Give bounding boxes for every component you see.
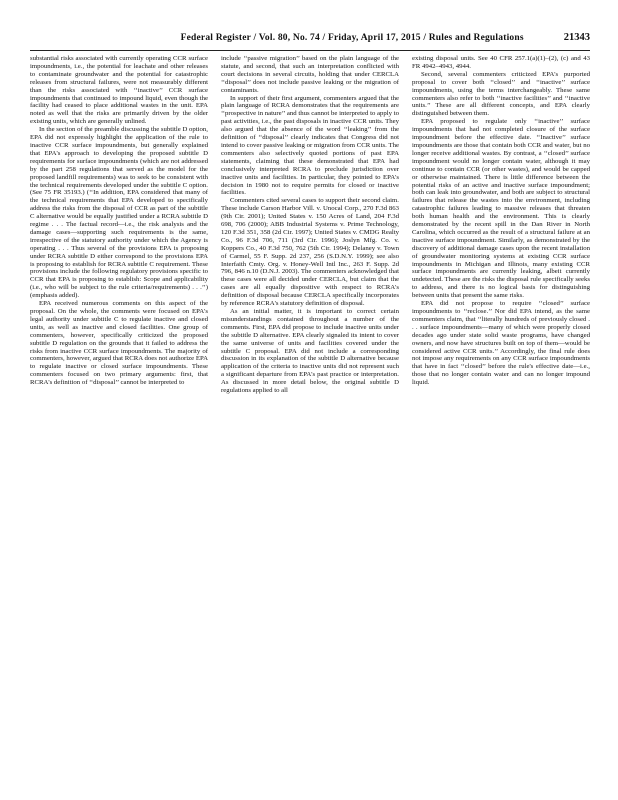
paragraph: Second, several commenters criticized EPA's purported proposal to cover both ‘‘closed’’ and ‘‘inactive’’ surface impoundments, using the terms interchangeably. These same commenters also refer to both ‘‘inactive facilities’’ and ‘‘inactive units.’’ These are all different concepts, and EPA clearly distinguished between them. bbox=[412, 70, 590, 118]
paragraph: EPA received numerous comments on this aspect of the proposal. On the whole, the comments were focused on EPA's legal authority under subtitle C to regulate inactive and closed units, as well as inactive and closed facilities. One group of commenters, however, specifically criticized the proposed subtitle D regulation on the grounds that it failed to address the risks from inactive CCR surface impoundments. The majority of commenters, however, argued that RCRA does not authorize EPA to regulate inactive or closed surface impoundments. These commenters focused on two primary arguments: first, that RCRA's definition of ‘‘disposal’’ cannot be interpreted to bbox=[30, 300, 208, 387]
paragraph: substantial risks associated with currently operating CCR surface impoundments, i.e., the potential for leachate and other releases to contaminate groundwater and the potential for catastrophic releases from structural failures, were not measurably different than the risks associated with ‘‘inactive’’ CCR surface impoundments that continued to impound liquid, even though the facility had ceased to place additional wastes in the unit. EPA noted as well that the risks are primarily driven by the older existing units, which are generally unlined. bbox=[30, 55, 208, 126]
paragraph: EPA did not propose to require ‘‘closed’’ surface impoundments to ‘‘reclose.’’ Nor did EPA intend, as the same commenters claim, that ‘‘literally hundreds of previously closed . . . surface impoundments—many of which were properly closed decades ago under state solid waste programs, have changed owners, and now have structures built on top of them—would be considered active CCR units.’’ Accordingly, the final rule does not impose any requirements on any CCR surface impoundments that have in fact ‘‘closed’’ before the rule's effective date—i.e., those that no longer contain water and can no longer impound liquid. bbox=[412, 300, 590, 387]
column-2 bbox=[221, 55, 399, 775]
header-rule bbox=[30, 50, 590, 51]
page-header bbox=[30, 32, 590, 46]
text-columns bbox=[30, 55, 590, 775]
column-1 bbox=[30, 55, 208, 775]
paragraph: EPA proposed to regulate only ‘‘inactive’’ surface impoundments that had not completed closure of the surface impoundment before the effective date. ‘‘Inactive’’ surface impoundments are those that contain both CCR and water, but no longer receive additional wastes. By contrast, a ‘‘closed’’ surface impoundment would no longer contain water, although it may continue to contain CCR (or other wastes), and would be capped or otherwise maintained. There is little difference between the potential risks of an active and inactive surface impoundment; both can leak into groundwater, and both are subject to structural failures that release the wastes into the environment, including catastrophic failures leading to massive releases that threaten both human health and the environment. This is clearly demonstrated by the recent spill in the Dan River in North Carolina, which occurred as the result of a structural failure at an inactive surface impoundment. Similarly, as demonstrated by the discovery of additional damage cases upon the recent installation of groundwater monitoring systems at existing CCR surface impoundments in Michigan and Illinois, many existing CCR surface impoundments are currently leaking, albeit currently undetected. These are the risks the disposal rule specifically seeks to address, and there is no logical basis for distinguishing between units that present the same risks. bbox=[412, 118, 590, 300]
running-header: Federal Register / Vol. 80, No. 74 / Friday, April 17, 2015 / Rules and Regulations bbox=[180, 33, 524, 43]
paragraph: existing disposal units. See 40 CFR 257.1(a)(1)–(2), (c) and 43 FR 4942–4943, 4944. bbox=[412, 55, 590, 70]
page-number: 21343 bbox=[563, 32, 590, 43]
paragraph: In support of their first argument, commenters argued that the plain language of RCRA demonstrates that the requirements are ‘‘prospective in nature’’ and thus cannot be interpreted to apply to past activities, i.e., the past disposals in inactive CCR units. They also argued that the absence of the word ‘‘leaking’’ from the definition of ‘‘disposal’’ clearly indicates that Congress did not intend to cover passive leaking or migration from CCR units. The commenters also selectively quoted portions of past EPA statements, claiming that these demonstrated that EPA had conclusively interpreted RCRA to preclude jurisdiction over inactive units and facilities. In particular, they pointed to EPA's decision in 1980 not to require permits for closed or inactive facilities. bbox=[221, 94, 399, 197]
paragraph: As an initial matter, it is important to correct certain misunderstandings contained throughout a number of the comments. First, EPA did propose to include inactive units under the subtitle D alternative. EPA clearly signaled its intent to cover the same universe of units and facilities covered under the subtitle C proposal. EPA did not include a corresponding discussion in its explanation of the subtitle D alternative because application of the criteria to inactive units did not represent such a significant departure from EPA's past practice or interpretation. As discussed in more detail below, the original subtitle D regulations applied to all bbox=[221, 308, 399, 395]
paragraph: include ‘‘passive migration’’ based on the plain language of the statute, and second, that such an interpretation conflicted with court decisions in several circuits, holding that under CERCLA ‘‘disposal’’ does not include passive leaking or the migration of contaminants. bbox=[221, 55, 399, 94]
column-3 bbox=[412, 55, 590, 775]
paragraph: Commenters cited several cases to support their second claim. These include Carson Harbor Vill. v. Unocal Corp., 270 F.3d 863 (9th Cir. 2001); United States v. 150 Acres of Land, 204 F.3d 698, 706 (2000); ABB Industrial Systems v. Prime Technology, 120 F.3d 351, 358 (2d Cir. 1997); United States v. CMDG Realty Co., 96 F.3d 706, 711 (3rd Cir. 1996); Joslyn Mfg. Co. v. Koppers Co., 40 F.3d 750, 762 (5th Cir. 1994); Delaney v. Town of Carmel, 55 F. Supp. 2d 237, 256 (S.D.N.Y. 1999); see also Interfaith Cmty. Org. v. Honey-Well Intl Inc., 263 F. Supp. 2d 796, 846 n.10 (D.N.J. 2003). The commenters acknowledged that these cases were all decided under CERCLA, but claim that the cases are all equally dispositive with respect to RCRA's definition of disposal because CERCLA specifically incorporates by reference RCRA's statutory definition of disposal. bbox=[221, 197, 399, 308]
paragraph: In the section of the preamble discussing the subtitle D option, EPA did not expressly highlight the application of the rule to inactive CCR surface impoundments, but generally explained that EPA's approach to developing the proposed subtitle D requirements for surface impoundments (which are not addressed by the part 258 regulations that served as the model for the proposed landfill requirements) was to seek to be consistent with the technical requirements developed under the subtitle C option. (See 75 FR 35193.) (‘‘In addition, EPA considered that many of the technical requirements that EPA developed to specifically address the risks from the disposal of CCR as part of the subtitle C alternative would be equally justified under a RCRA subtitle D regime . . . The factual record—i.e., the risk analysis and the damage cases—supporting such requirements is the same, irrespective of the statutory authority under which the Agency is operating . . . Thus several of the provisions EPA is proposing under RCRA subtitle D either correspond to the provisions EPA is proposing to establish for RCRA subtitle C requirement. These provisions include the following regulatory provisions specific to CCR that EPA is proposing to establish: Scope and applicability (i.e., who will be subject to the rule criteria/requirements) . . .’’) (emphasis added). bbox=[30, 126, 208, 300]
